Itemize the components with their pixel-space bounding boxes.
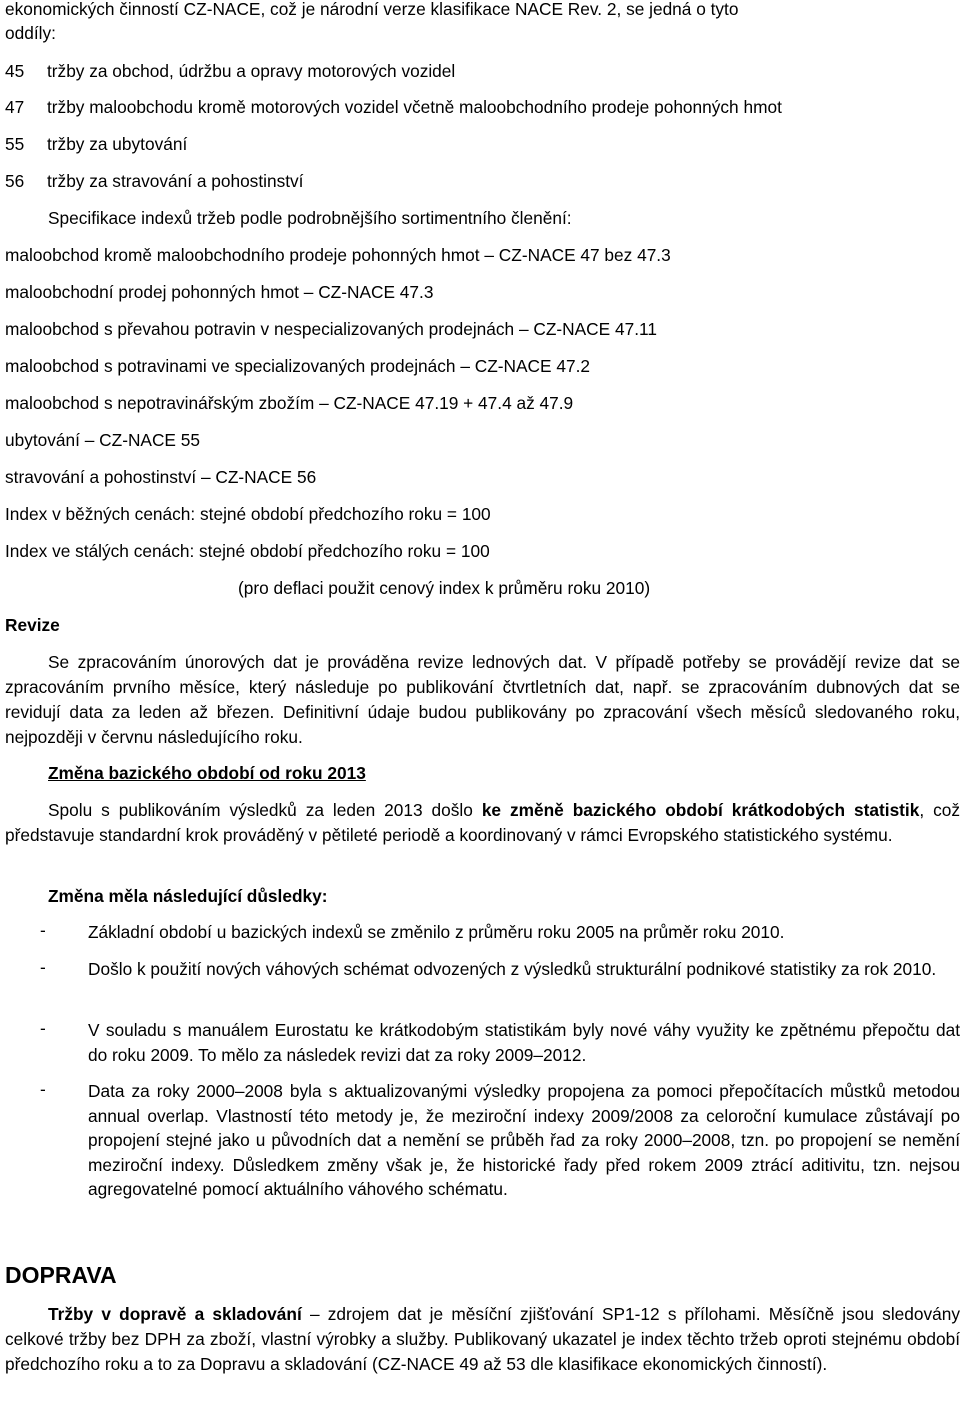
doprava-text: – zdrojem dat je měsíční zjišťování SP1-12 s přílohami. Měsíčně jsou sledovány celkové tržby bez DPH za zboží, vlastní výrobky a služby. Publikovaný ukazatel je index těchto tržeb oproti stejnému období předchozího roku a to za Dopravu a skladování (CZ-NACE 49 až 53 dle klasifikace ekonomických činností). xyxy=(5,1304,960,1374)
spec-item: maloobchod kromě maloobchodního prodeje pohonných hmot – CZ-NACE 47 bez 47.3 xyxy=(5,245,671,265)
bullet-dash: - xyxy=(40,1079,46,1099)
zmena-text-end: , což představuje standardní krok prováděný v pětileté periodě a koordinovaný v rámci Evropského statistického systému. xyxy=(5,800,960,845)
spec-item: ubytování – CZ-NACE 55 xyxy=(5,430,200,450)
spec-heading: Specifikace indexů tržeb podle podrobnějšího sortimentního členění: xyxy=(48,208,572,228)
division-row xyxy=(5,98,782,118)
consequence-item: Došlo k použití nových váhových schémat odvozených z výsledků strukturální podnikové statistiky za rok 2010. xyxy=(88,959,937,979)
division-row xyxy=(5,135,187,155)
index-definition: Index v běžných cenách: stejné období předchozího roku = 100 xyxy=(5,504,491,524)
spec-item: maloobchod s převahou potravin v nespecializovaných prodejnách – CZ-NACE 47.11 xyxy=(5,319,657,339)
deflation-note: (pro deflaci použit cenový index k průměru roku 2010) xyxy=(238,578,651,598)
zmena-text-bold: ke změně bazického období krátkodobých statistik xyxy=(481,800,920,820)
consequence-item: Data za roky 2000–2008 byla s aktualizovanými výsledky propojena za pomoci přepočítacích můstků metodou annual overlap. Vlastností této metody je, že meziroční indexy 2009/2008 za celoroční kumulace zůstávají po propojení stejné jako u původních dat a nemění se průběh řad za roky 2000–2008, tzn. po propojení se nemění meziroční indexy. Důsledkem změny však je, že historické řady před rokem 2009 ztrácí aditivitu, tzn. nejsou agregovatelné pomocí aktuálního váhového schématu. xyxy=(88,1081,960,1199)
revize-heading: Revize xyxy=(5,615,60,635)
doprava-paragraph xyxy=(5,1302,960,1377)
intro-line: ekonomických činností CZ-NACE, což je národní verze klasifikace NACE Rev. 2, se jedná o tyto xyxy=(5,0,739,19)
doprava-heading: DOPRAVA xyxy=(5,1262,117,1288)
spec-item: maloobchod s nepotravinářským zbožím – CZ-NACE 47.19 + 47.4 až 47.9 xyxy=(5,393,574,413)
division-code: 47 xyxy=(5,97,25,117)
division-text: tržby za stravování a pohostinství xyxy=(47,171,304,191)
division-code: 56 xyxy=(5,171,25,191)
consequence-item: V souladu s manuálem Eurostatu ke krátkodobým statistikám byly nové váhy využity ke zpětnému přepočtu dat do roku 2009. To mělo za následek revizi dat za roky 2009–2012. xyxy=(88,1020,960,1065)
spec-item: maloobchodní prodej pohonných hmot – CZ-NACE 47.3 xyxy=(5,282,434,302)
division-text: tržby maloobchodu kromě motorových vozidel včetně maloobchodního prodeje pohonných hmot xyxy=(47,97,782,117)
bullet-dash: - xyxy=(40,957,46,977)
zmena-paragraph xyxy=(5,798,960,848)
consequence-item: Základní období u bazických indexů se změnilo z průměru roku 2005 na průměr roku 2010. xyxy=(88,922,785,942)
division-row xyxy=(5,172,303,192)
revize-paragraph: Se zpracováním únorových dat je prováděna revize lednových dat. V případě potřeby se provádějí revize dat se zpracováním prvního měsíce, který následuje po publikování čtvrtletních dat, např. se zpracováním dubnových dat se revidují data za leden až březen. Definitivní údaje budou publikovány po zpracování všech měsíců sledovaného roku, nejpozději v červnu následujícího roku. xyxy=(5,652,960,747)
division-text: tržby za obchod, údržbu a opravy motorových vozidel xyxy=(47,61,456,81)
division-row xyxy=(5,62,455,82)
spec-item: stravování a pohostinství – CZ-NACE 56 xyxy=(5,467,317,487)
dusledky-heading: Změna měla následující důsledky: xyxy=(48,886,328,906)
division-code: 45 xyxy=(5,61,25,81)
intro-line-2: oddíly: xyxy=(5,23,56,43)
division-text: tržby za ubytování xyxy=(47,134,188,154)
division-code: 55 xyxy=(5,134,25,154)
doprava-bold: Tržby v dopravě a skladování xyxy=(48,1304,302,1324)
bullet-dash: - xyxy=(40,1018,46,1038)
zmena-text-start: Spolu s publikováním výsledků za leden 2013 došlo xyxy=(48,800,482,820)
index-definition: Index ve stálých cenách: stejné období předchozího roku = 100 xyxy=(5,541,490,561)
bullet-dash: - xyxy=(40,920,46,940)
zmena-heading: Změna bazického období od roku 2013 xyxy=(48,763,366,783)
spec-item: maloobchod s potravinami ve specializovaných prodejnách – CZ-NACE 47.2 xyxy=(5,356,590,376)
